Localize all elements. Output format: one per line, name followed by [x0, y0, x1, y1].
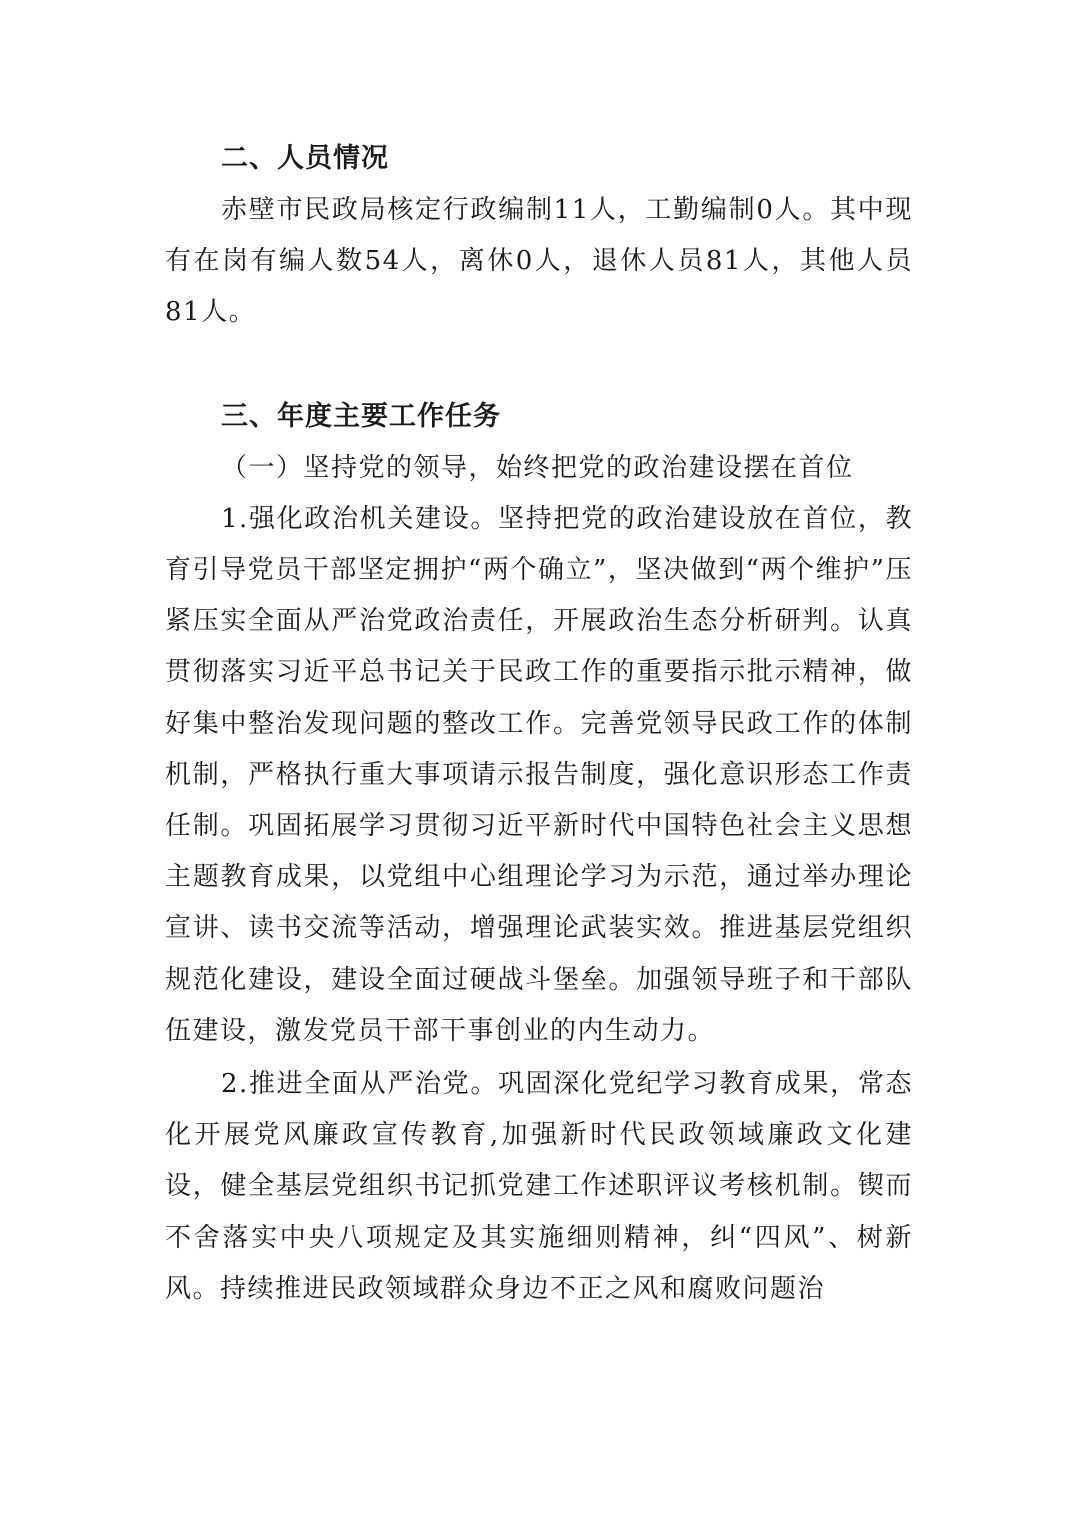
task-item-political-organ-building: 1.强化政治机关建设。坚持把党的政治建设放在首位，教育引导党员干部坚定拥护“两个确立”，坚决做到“两个维护”压紧压实全面从严治党政治责任，开展政治生态分析研判。认真贯彻落实习近平总书记关于民政工作的重要指示批示精神，做好集中整治发现问题的整改工作。完善党领导民政工作的体制机制，严格执行重大事项请示报告制度，强化意识形态工作责任制。巩固拓展学习贯彻习近平新时代中国特色社会主义思想主题教育成果，以党组中心组理论学习为示范，通过举办理论宣讲、读书交流等活动，增强理论武装实效。推进基层党组织规范化建设，建设全面过硬战斗堡垒。加强领导班子和干部队伍建设，激发党员干部干事创业的内生动力。 — [165, 503, 913, 1046]
section-heading-personnel: 二、人员情况 — [221, 143, 389, 174]
section-spacer — [165, 339, 913, 391]
section-heading-annual-tasks: 三、年度主要工作任务 — [221, 400, 501, 432]
task-item-strict-party-governance: 2.推进全面从严治党。巩固深化党纪学习教育成果，常态化开展党风廉政宣传教育,加强新时代民政领域廉政文化建设，健全基层党组织书记抓党建工作述职评议考核机制。锲而不舍落实中央八项规定及其实施细则精神，纠“四风”、树新风。持续推进民政领域群众身边不正之风和腐败问题治 — [165, 1069, 913, 1304]
document-body — [165, 133, 913, 1315]
personnel-paragraph: 赤壁市民政局核定行政编制11人，工勤编制0人。其中现有在岗有编人数54人，离休0人，退休人员81人，其他人员81人。 — [165, 195, 913, 328]
subsection-heading-party-leadership: （一）坚持党的领导，始终把党的政治建设摆在首位 — [221, 452, 854, 483]
